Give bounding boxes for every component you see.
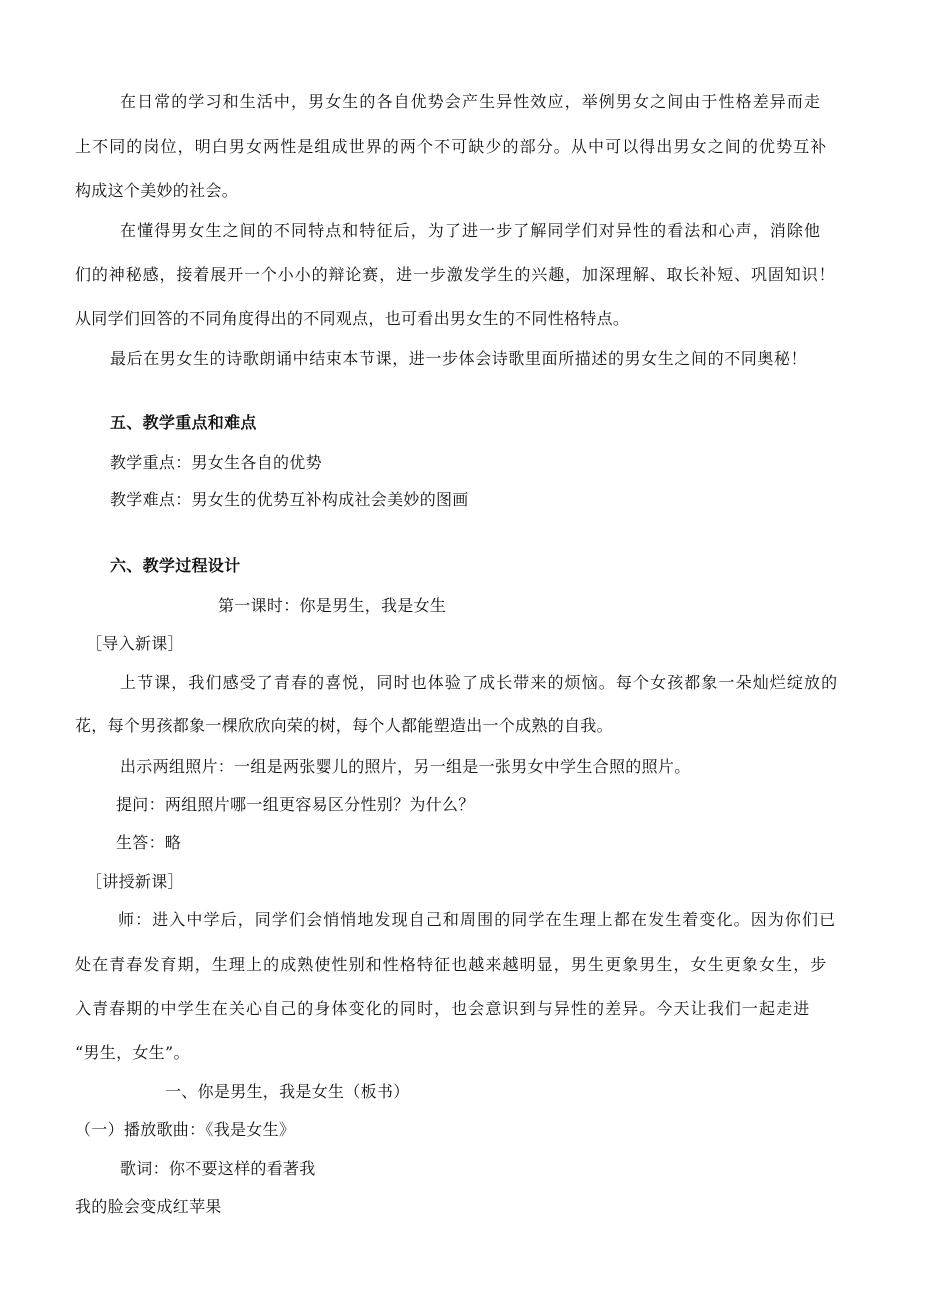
paragraph-2-line-2: 们的神秘感，接着展开一个小小的辩论赛，进一步激发学生的兴趣，加深理解、取长补短、巩固知识！ (75, 265, 836, 284)
song-line: （一）播放歌曲：《我是女生》 (75, 1120, 296, 1139)
paragraph-1-line-2: 上不同的岗位，明白男女两性是组成世界的两个不可缺少的部分。从中可以得出男女之间的优势互补 (75, 137, 828, 156)
photos-line: 出示两组照片：一组是两张婴儿的照片，另一组是一张男女中学生合照的照片。 (120, 757, 691, 776)
teach-label: ［讲授新课］ (86, 872, 184, 891)
paragraph-3-line-1: 最后在男女生的诗歌朗诵中结束本节课，进一步体会诗歌里面所描述的男女生之间的不同奥秘！ (110, 349, 808, 368)
paragraph-2-line-3: 从同学们回答的不同角度得出的不同观点，也可看出男女生的不同性格特点。 (75, 309, 630, 328)
key-point: 教学重点：男女生各自的优势 (110, 453, 322, 472)
section-6-heading: 六、教学过程设计 (110, 556, 241, 575)
intro-label: ［导入新课］ (86, 634, 184, 653)
teach-line-4: “男生，女生”。 (75, 1043, 190, 1062)
answer-line: 生答：略 (116, 833, 182, 852)
lyrics-line-2: 我的脸会变成红苹果 (75, 1197, 222, 1216)
paragraph-1-line-1: 在日常的学习和生活中，男女生的各自优势会产生异性效应，举例男女之间由于性格差异而走 (120, 92, 822, 111)
lyrics-line-1: 歌词：你不要这样的看著我 (120, 1159, 316, 1178)
paragraph-1-line-3: 构成这个美妙的社会。 (75, 181, 239, 200)
intro-line-2: 花，每个男孩都象一棵欣欣向荣的树，每个人都能塑造出一个成熟的自我。 (75, 716, 613, 735)
question-line: 提问：两组照片哪一组更容易区分性别？为什么？ (116, 795, 475, 814)
board-writing: 一、你是男生，我是女生（板书） (165, 1082, 410, 1101)
teach-line-3: 入青春期的中学生在关心自己的身体变化的同时，也会意识到与异性的差异。今天让我们一起走进 (75, 999, 811, 1018)
intro-line-1: 上节课，我们感受了青春的喜悦，同时也体验了成长带来的烦恼。每个女孩都象一朵灿烂绽放的 (120, 673, 839, 692)
section-5-heading: 五、教学重点和难点 (110, 413, 257, 432)
teach-line-1: 师：进入中学后，同学们会悄悄地发现自己和周围的同学在生理上都在发生着变化。因为你们已 (118, 910, 837, 929)
paragraph-2-line-1: 在懂得男女生之间的不同特点和特征后，为了进一步了解同学们对异性的看法和心声，消除他 (120, 221, 822, 240)
lesson-title: 第一课时：你是男生，我是女生 (218, 596, 447, 615)
difficulty-point: 教学难点：男女生的优势互补构成社会美妙的图画 (110, 490, 469, 509)
teach-line-2: 处在青春发育期，生理上的成熟使性别和性格特征也越来越明显，男生更象男生，女生更象女生，步 (75, 955, 828, 974)
